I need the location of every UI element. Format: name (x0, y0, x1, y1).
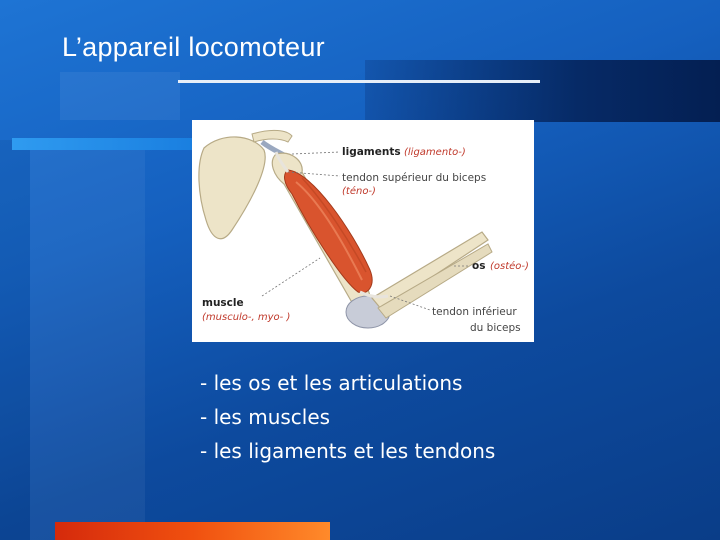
label-ligaments-prefix: (ligamento-) (404, 147, 466, 158)
bullet-list (200, 366, 495, 468)
label-os: os (472, 260, 486, 272)
leader-line (292, 152, 340, 154)
bullet-item: - les ligaments et les tendons (200, 439, 496, 463)
background-block (60, 72, 180, 120)
label-os-prefix: (ostéo-) (490, 261, 529, 272)
background-stripe (0, 140, 30, 540)
leader-line (262, 258, 320, 296)
clavicle-bone (252, 130, 292, 142)
accent-bar (12, 138, 192, 150)
label-ligaments: ligaments (342, 146, 401, 158)
title-underline (178, 80, 540, 83)
bottom-accent-bar (55, 522, 330, 540)
scapula-bone (199, 137, 265, 239)
header-band (365, 60, 720, 122)
bullet-item: - les muscles (200, 405, 331, 429)
label-muscle: muscle (202, 297, 244, 309)
bullet-item: - les os et les articulations (200, 371, 463, 395)
radius-bone (372, 232, 488, 310)
anatomy-figure (192, 120, 534, 342)
label-muscle-prefix: (musculo-, myo- ) (202, 312, 291, 323)
label-tendon-superior-prefix: (téno-) (342, 186, 376, 197)
background-stripe (30, 150, 145, 540)
label-tendon-inferior: tendon inférieur (432, 306, 517, 318)
label-tendon-inferior-2: du biceps (470, 322, 521, 334)
slide-title: L’appareil locomoteur (62, 32, 325, 62)
label-tendon-superior: tendon supérieur du biceps (342, 172, 487, 184)
